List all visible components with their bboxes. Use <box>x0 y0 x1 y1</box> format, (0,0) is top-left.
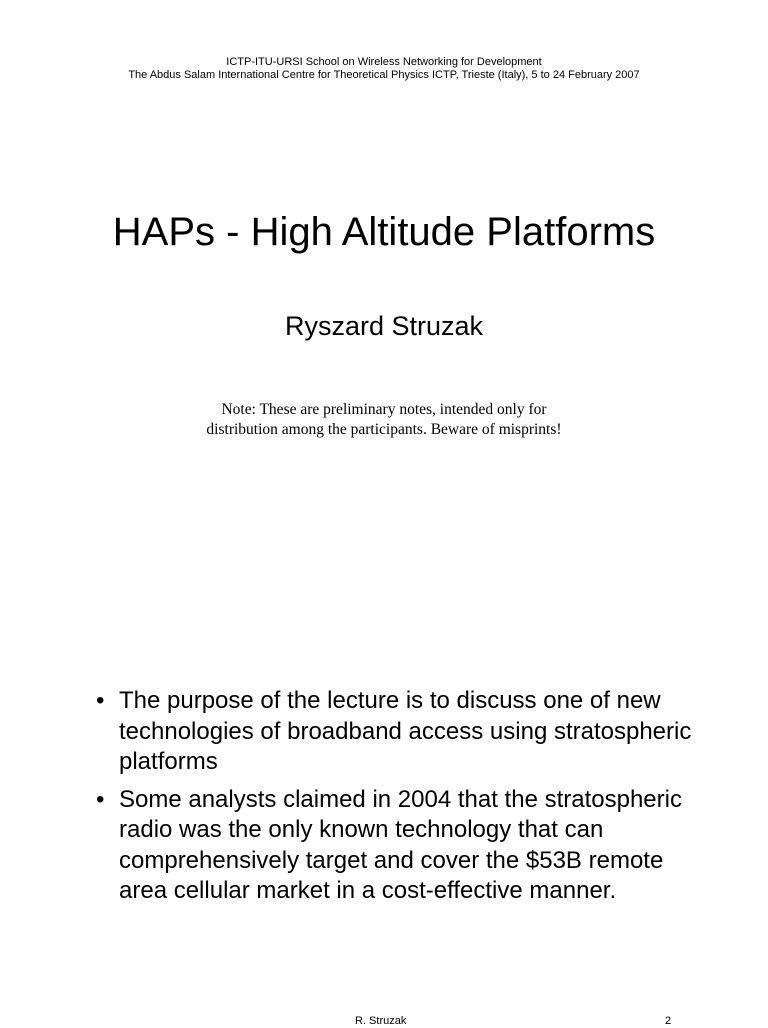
page-title: HAPs - High Altitude Platforms <box>112 210 656 254</box>
header-line-institution: The Abdus Salam International Centre for Theoretical Physics ICTP, Trieste (Italy), 5 to 24 February 2007 <box>128 69 640 81</box>
bullet-list <box>96 686 696 914</box>
document-header <box>0 56 768 82</box>
bullet-text: Some analysts claimed in 2004 that the stratospheric radio was the only known technology that can comprehensively target and cover the $53B remote area cellular market in a cost-effective manner. <box>119 785 682 904</box>
preliminary-note <box>0 400 768 440</box>
page-number: 2 <box>665 1015 672 1027</box>
bullet-marker: • <box>96 687 105 714</box>
author-name: Ryszard Struzak <box>284 311 484 341</box>
header-line-school: ICTP-ITU-URSI School on Wireless Networking for Development <box>226 56 542 68</box>
bullet-marker: • <box>96 785 105 813</box>
bullet-item <box>96 686 696 778</box>
note-line-2: distribution among the participants. Beware of misprints! <box>206 421 562 438</box>
note-line-1: Note: These are preliminary notes, intended only for <box>221 401 547 418</box>
bullet-text: The purpose of the lecture is to discuss one of new technologies of broadband access using stratospheric platforms <box>119 687 692 775</box>
footer-author: R. Struzak <box>355 1015 407 1027</box>
bullet-item <box>96 785 696 907</box>
